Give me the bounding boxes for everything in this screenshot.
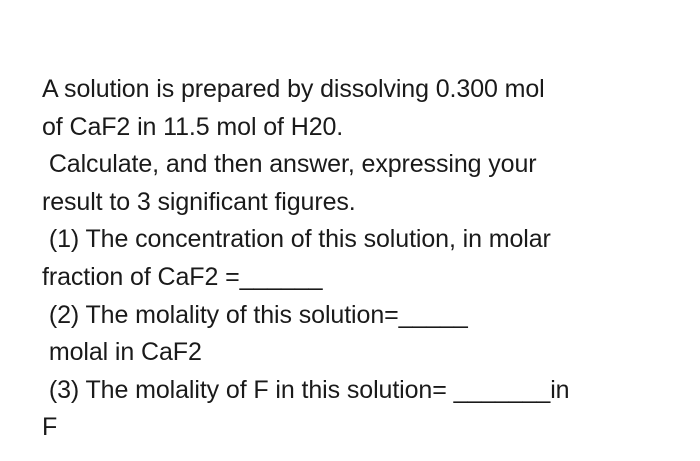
question-2-line-1: (2) The molality of this solution=_____ (42, 300, 468, 329)
text-line-instruction-1: Calculate, and then answer, expressing your (42, 150, 537, 179)
question-1-line-2: fraction of CaF2 =______ (42, 262, 323, 291)
text-line-instruction-2: result to 3 significant figures. (42, 187, 356, 216)
question-1-line-1: (1) The concentration of this solution, in molar (42, 225, 551, 254)
question-3-line-2: F (42, 413, 58, 442)
text-line-intro-2: of CaF2 in 11.5 mol of H20. (42, 112, 344, 141)
text-line-intro-1: A solution is prepared by dissolving 0.300 mol (42, 75, 545, 103)
question-3-line-1: (3) The molality of F in this solution= _______in (42, 375, 570, 404)
problem-text (42, 71, 692, 447)
question-2-line-2: molal in CaF2 (42, 338, 202, 367)
